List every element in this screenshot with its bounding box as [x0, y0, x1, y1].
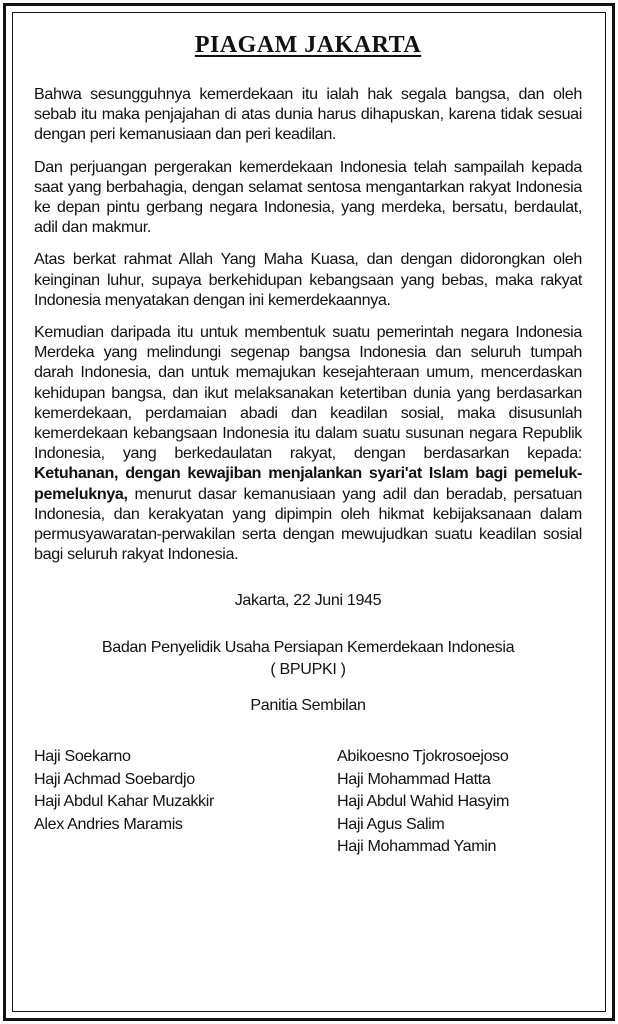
paragraph-2: Dan perjuangan pergerakan kemerdekaan Indonesia telah sampailah kepada saat yang berbahagia, dengan selamat sentosa mengantarkan rakyat Indonesia ke depan pintu gerbang negara Indonesia, yang merdeka, bersatu, berdaulat, adil dan makmur.: [34, 157, 582, 237]
signatory-name: Haji Mohammad Yamin: [337, 837, 497, 856]
paragraph-3: Atas berkat rahmat Allah Yang Maha Kuasa, dan dengan didorongkan oleh keinginan luhur, supaya berkehidupan kebangsaan yang bebas, maka rakyat Indonesia menyatakan dengan ini kemerdekaannya.: [34, 250, 582, 309]
paragraph-4-start: Kemudian daripada itu untuk membentuk suatu pemerintah negara Indonesia Merdeka yang melindungi segenap bangsa Indonesia dan seluruh tumpah darah Indonesia, dan untuk memajukan kesejahteraan umum, mencerdaskan kehidupan bangsa, dan ikut melaksanakan ketertiban dunia yang berdasarkan kemerdekaan, perdamaian abadi dan keadilan sosial, maka disusunlah kemerdekaan kebangsaan Indonesia itu dalam suatu susunan negara Republik Indonesia, yang berkedaulatan rakyat, dengan berdasarkan kepada:: [34, 323, 582, 463]
signatories-left-column: [34, 745, 294, 858]
signatory-name: Haji Achmad Soebardjo: [34, 769, 195, 788]
signatory-name: Haji Abdul Kahar Muzakkir: [34, 792, 214, 811]
date-line: Jakarta, 22 Juni 1945: [234, 591, 382, 610]
signatory-name: Alex Andries Maramis: [34, 814, 183, 833]
document-title: PIAGAM JAKARTA: [194, 32, 422, 58]
paragraph-4-bold-phrase: Ketuhanan, dengan kewajiban menjalankan syari'at Islam bagi pemeluk-pemeluknya,: [34, 464, 582, 503]
agency-abbreviation: ( BPUPKI ): [270, 659, 346, 678]
signatory-name: Haji Agus Salim: [337, 814, 445, 833]
signatory-name: Haji Soekarno: [34, 747, 131, 766]
paragraph-4-end: menurut dasar kemanusiaan yang adil dan beradab, persatuan Indonesia, dan kerakyatan yang dipimpin oleh hikmat kebijaksanaan dalam permusyawaratan-perwakilan serta dengan mewujudkan suatu keadilan sosial bagi seluruh rakyat Indonesia.: [34, 484, 582, 564]
signatories: [34, 745, 582, 858]
signatories-right-column: [337, 745, 582, 858]
agency-name: Badan Penyelidik Usaha Persiapan Kemerdekaan Indonesia: [101, 637, 515, 656]
paragraph-4: [34, 322, 582, 564]
signatory-name: Haji Abdul Wahid Hasyim: [337, 792, 510, 811]
committee-name: Panitia Sembilan: [250, 696, 366, 715]
document-body: [34, 30, 582, 858]
signatory-name: Abikoesno Tjokrosoejoso: [337, 747, 509, 766]
paragraph-1: Bahwa sesungguhnya kemerdekaan itu ialah hak segala bangsa, dan oleh sebab itu maka penjajahan di atas dunia harus dihapuskan, karena tidak sesuai dengan peri kemanusiaan dan peri keadilan.: [34, 85, 582, 144]
signatory-name: Haji Mohammad Hatta: [337, 769, 491, 788]
